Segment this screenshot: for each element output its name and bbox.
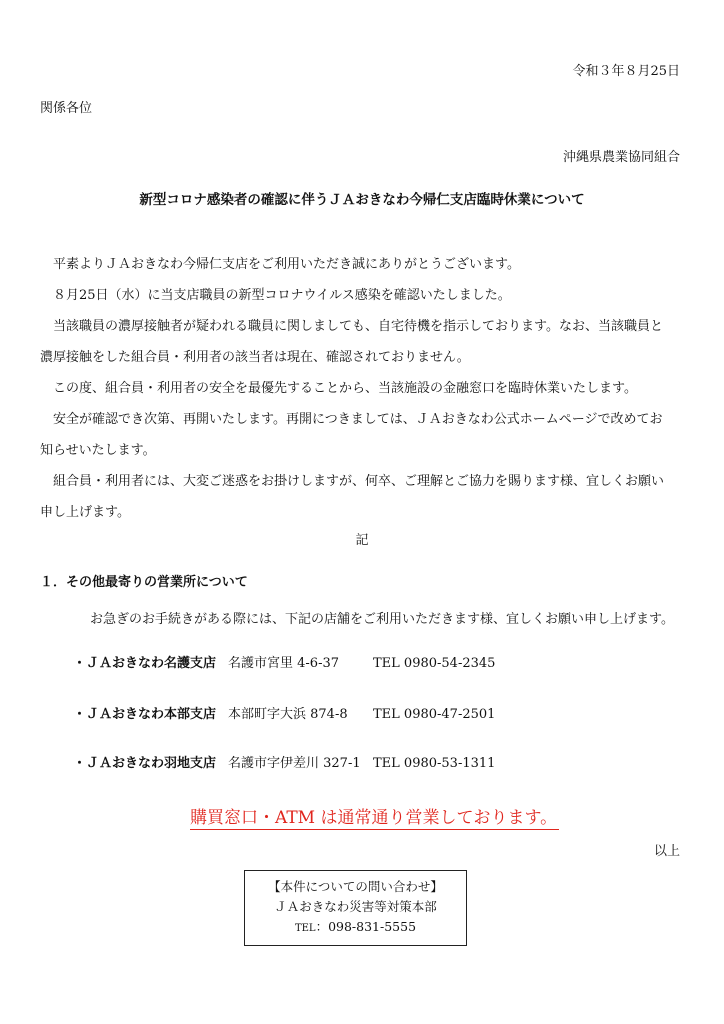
contact-department: ＪＡおきなわ災害等対策本部 (274, 899, 437, 914)
body-line: 当該職員の濃厚接触者が疑われる職員に関しましても、自宅待機を指示しております。なお、当該職員と (40, 319, 663, 334)
body-line: この度、組合員・利用者の安全を最優先することから、当該施設の金融窓口を臨時休業いたします。 (40, 381, 637, 396)
section-intro: お急ぎのお手続きがある際には、下記の店舗をご利用いただきます様、宜しくお願い申し上げます。 (90, 612, 674, 627)
branch-tel: TEL 0980-53-1311 (373, 756, 496, 771)
branch-tel: TEL 0980-47-2501 (373, 707, 496, 722)
tel-number: ：098-831-5555 (315, 919, 417, 934)
section-title: １．その他最寄りの営業所について (40, 575, 248, 590)
branch-name: ・ＪＡおきなわ本部支店 (73, 707, 217, 722)
body-line: 組合員・利用者には、大変ご迷惑をお掛けしますが、何卒、ご理解とご協力を賜ります様、宜しくお願い (40, 474, 665, 489)
branch-entry (73, 703, 495, 722)
body-line: 安全が確認でき次第、再開いたします。再開につきましては、ＪＡおきなわ公式ホームページで改めてお (40, 412, 663, 427)
branch-address: 名護市字伊差川 327-1 (228, 756, 361, 771)
branch-tel: TEL 0980-54-2345 (373, 656, 496, 671)
body-line: 申し上げます。 (40, 505, 130, 520)
body-line: 濃厚接触をした組合員・利用者の該当者は現在、確認されておりません。 (40, 350, 470, 365)
contact-heading: 【本件についての問い合わせ】 (268, 879, 443, 894)
branch-address: 本部町字大浜 874-8 (228, 707, 348, 722)
body-line: 知らせいたします。 (40, 443, 156, 458)
branch-name: ・ＪＡおきなわ名護支店 (73, 656, 217, 671)
sender-organization: 沖縄県農業協同組合 (562, 150, 680, 165)
closing-mark: 以上 (653, 844, 680, 859)
tel-label: TEL (294, 923, 316, 934)
body-line: 平素よりＪＡおきなわ今帰仁支店をご利用いただき誠にありがとうございます。 (40, 257, 520, 272)
branch-address: 名護市宮里 4-6-37 (228, 656, 340, 671)
body-line: ８月25日（水）に当支店職員の新型コロナウイルス感染を確認いたしました。 (40, 288, 511, 303)
branch-name: ・ＪＡおきなわ羽地支店 (73, 756, 217, 771)
document-title: 新型コロナ感染者の確認に伴うＪＡおきなわ今帰仁支店臨時休業について (139, 192, 585, 208)
branch-entry (73, 752, 495, 771)
operation-notice: 購買窓口・ATM は通常通り営業しております。 (190, 803, 559, 830)
ki-marker: 記 (355, 533, 369, 548)
contact-tel (245, 917, 466, 939)
addressee: 関係各位 (40, 101, 93, 116)
contact-box (244, 870, 467, 946)
document-date: 令和３年８月25日 (572, 64, 680, 79)
branch-entry (73, 652, 495, 671)
